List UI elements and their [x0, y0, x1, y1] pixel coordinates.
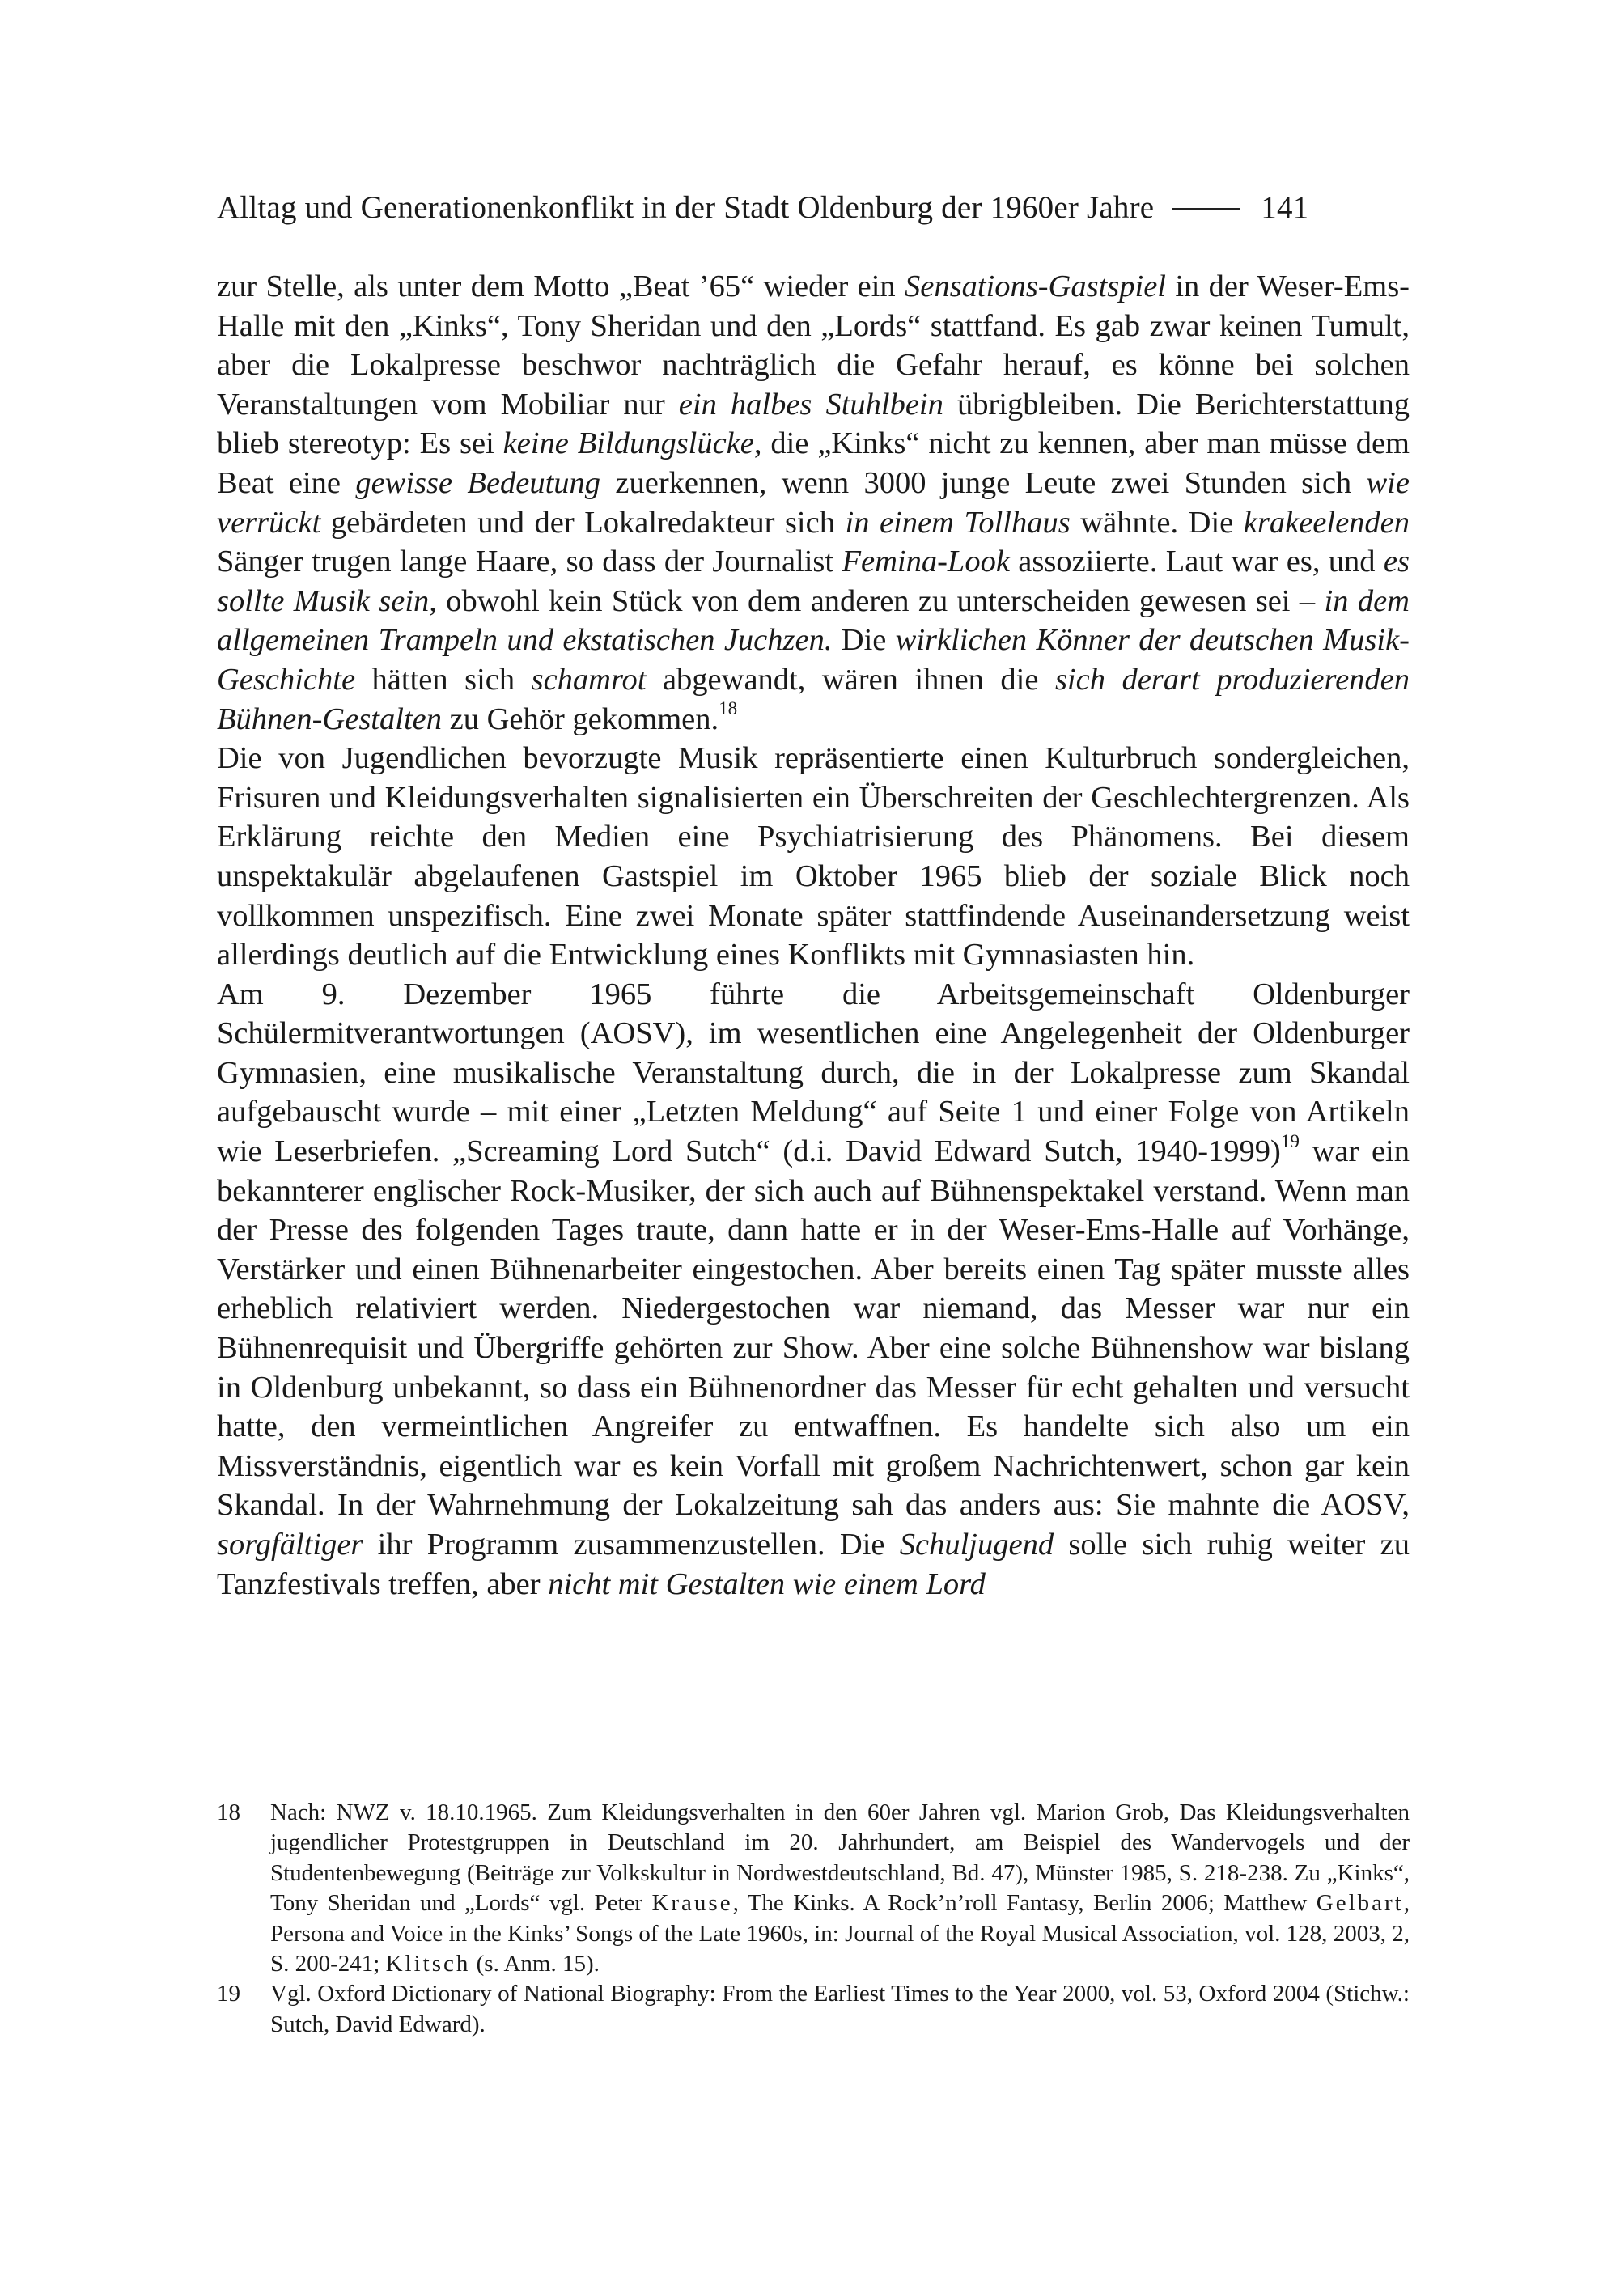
italic-phrase: wie verrückt	[217, 465, 1410, 540]
text-run: wähnte. Die	[1070, 505, 1244, 540]
text-run: zu Gehör gekommen.	[441, 701, 719, 736]
paragraph-3	[217, 975, 1410, 1604]
paragraph-1	[217, 267, 1410, 739]
footnote-19	[217, 1979, 1410, 2040]
footnote-number: 19	[217, 1981, 240, 2007]
footnote-18	[217, 1798, 1410, 1979]
text-run: hätten sich	[355, 662, 532, 697]
author-surname: Gelbart	[1316, 1890, 1404, 1917]
text-run: obwohl kein Stück von dem anderen zu unterscheiden gewesen sei –	[436, 583, 1325, 618]
text-run: Die von Jugendlichen bevorzugte Musik repräsentierte einen Kulturbruch sondergleichen, Frisuren und Kleidungsverhalten signalisierten ein Überschreiten der Geschlechtergrenzen. Als Erklärung reichte den Medien eine Psychiatrisierung des Phänomens. Bei diesem unspektakulär abgelaufenen Gastspiel im Oktober 1965 blieb der soziale Blick noch vollkommen unspezifisch. Eine zwei Monate später stattfindende Auseinandersetzung weist allerdings deutlich auf die Entwicklung eines Konflikts mit Gymnasiasten hin.	[217, 741, 1410, 973]
author-surname: Krause	[651, 1890, 733, 1917]
italic-phrase: wirklichen Könner der deutschen Musik-Geschichte	[217, 623, 1410, 697]
italic-phrase: keine Bildungslücke	[502, 426, 754, 461]
footnote-text	[270, 1798, 1410, 1979]
footnote-reference: 18	[719, 697, 738, 719]
text-run: , die „Kinks“ nicht zu kennen, aber man müsse dem Beat eine	[217, 426, 1410, 500]
text-run: gebärdeten und der Lokalredakteur sich	[320, 505, 846, 540]
text-run: übrigbleiben. Die Berichterstattung blieb stereotyp: Es sei	[217, 387, 1410, 461]
italic-phrase: krakeelenden	[1243, 505, 1410, 540]
italic-phrase: gewisse Bedeutung	[355, 465, 601, 500]
footnote-number: 18	[217, 1799, 240, 1825]
text-run: zuerkennen, wenn 3000 junge Leute zwei Stunden sich	[600, 465, 1367, 500]
text-run: (s. Anm. 15).	[470, 1951, 600, 1977]
text-run: Am 9. Dezember 1965 führte die Arbeitsgemeinschaft Oldenburger Schülermitverantwortungen (AOSV), im wesentlichen eine Angelegenheit der Oldenburger Gymnasien, eine musikalische Veranstaltung durch, die in der Lokalpresse zum Skandal aufgebauscht wurde – mit einer „Letzten Meldung“ auf Seite 1 und einer Folge von Artikeln wie Leserbriefen. „Screaming Lord Sutch“ (d.i. David Edward Sutch, 1940-1999)	[217, 977, 1410, 1169]
page-number: 141	[1261, 189, 1309, 225]
paragraph-2	[217, 739, 1410, 975]
italic-phrase: Sensations-Gastspiel	[905, 269, 1166, 303]
text-run: ihr Programm zusammenzustellen. Die	[363, 1528, 900, 1562]
footnote-reference: 19	[1280, 1130, 1300, 1151]
italic-phrase: in einem Tollhaus	[845, 505, 1071, 540]
running-head-title: Alltag und Generationenkonflikt in der Stadt Oldenburg der 1960er Jahre	[217, 189, 1155, 225]
text-run: zur Stelle, als unter dem Motto „Beat ’65“ wieder ein	[217, 269, 905, 303]
text-run: Vgl. Oxford Dictionary of National Biography: From the Earliest Times to the Year 2000, vol. 53, Oxford 2004 (Stichw.: Sutch, David Edward).	[270, 1981, 1410, 2037]
text-run: in der Weser-Ems-Halle mit den „Kinks“, Tony Sheridan und den „Lords“ stattfand. Es gab zwar keinen Tumult, aber die Lokalpresse beschwor nachträglich die Gefahr herauf, es könne bei solchen Veranstaltungen vom Mobiliar nur	[217, 269, 1410, 422]
text-run: Sänger trugen lange Haare, so dass der Journalist	[217, 545, 842, 579]
text-run: Die	[832, 623, 896, 658]
author-surname: Klitsch	[385, 1951, 471, 1977]
text-run: assoziierte. Laut war es, und	[1009, 545, 1384, 579]
italic-phrase: es sollte Musik sein,	[217, 545, 1410, 618]
text-run: solle sich ruhig weiter zu Tanzfestivals treffen, aber	[217, 1528, 1410, 1601]
italic-phrase: Femina-Look	[842, 545, 1010, 579]
footnotes	[217, 1798, 1410, 2040]
italic-phrase: in dem allgemeinen Trampeln und ekstatischen Juchzen.	[217, 583, 1410, 658]
running-head	[217, 184, 1410, 230]
text-run: , The Kinks. A Rock’n’roll Fantasy, Berlin 2006; Matthew	[732, 1890, 1317, 1917]
italic-phrase: nicht mit Gestalten wie einem Lord	[548, 1566, 986, 1601]
text-run: , Persona and Voice in the Kinks’ Songs of the Late 1960s, in: Journal of the Royal Musical Association, vol. 128, 2003, 2, S. 200-241;	[270, 1890, 1410, 1977]
italic-phrase: ein halbes Stuhlbein	[678, 387, 943, 422]
running-head-rule	[1172, 208, 1240, 210]
text-run: war ein bekannterer englischer Rock-Musiker, der sich auch auf Bühnenspektakel verstand. Wenn man der Presse des folgenden Tages traute, dann hatte er in der Weser-Ems-Halle auf Vorhänge, Verstärker und einen Bühnenarbeiter eingestochen. Aber bereits einen Tag später musste alles erheblich relativiert werden. Niedergestochen war niemand, das Messer war nur ein Bühnenrequisit und Übergriffe gehörten zur Show. Aber eine solche Bühnenshow war bislang in Oldenburg unbekannt, so dass ein Bühnenordner das Messer für echt gehalten und versucht hatte, den vermeintlichen Angreifer zu entwaffnen. Es handelte sich also um ein Missverständnis, eigentlich war es kein Vorfall mit großem Nachrichtenwert, schon gar kein Skandal. In der Wahrnehmung der Lokalzeitung sah das anders aus: Sie mahnte die AOSV,	[217, 1134, 1410, 1523]
footnote-text	[270, 1979, 1410, 2040]
italic-phrase: sich derart produzierenden Bühnen-Gestalten	[217, 662, 1410, 736]
body-text	[217, 267, 1410, 1604]
italic-phrase: schamrot	[531, 662, 647, 697]
text-run: Nach: NWZ v. 18.10.1965. Zum Kleidungsverhalten in den 60er Jahren vgl. Marion Grob, Das Kleidungsverhalten jugendlicher Protestgruppen in Deutschland im 20. Jahrhundert, am Beispiel des Wandervogels und der Studentenbewegung (Beiträge zur Volkskultur in Nordwestdeutschland, Bd. 47), Münster 1985, S. 218-238. Zu „Kinks“, Tony Sheridan und „Lords“ vgl. Peter	[270, 1799, 1410, 1917]
italic-phrase: Schuljugend	[899, 1528, 1054, 1562]
italic-phrase: sorgfältiger	[217, 1528, 363, 1562]
text-run: abgewandt, wären ihnen die	[646, 662, 1055, 697]
